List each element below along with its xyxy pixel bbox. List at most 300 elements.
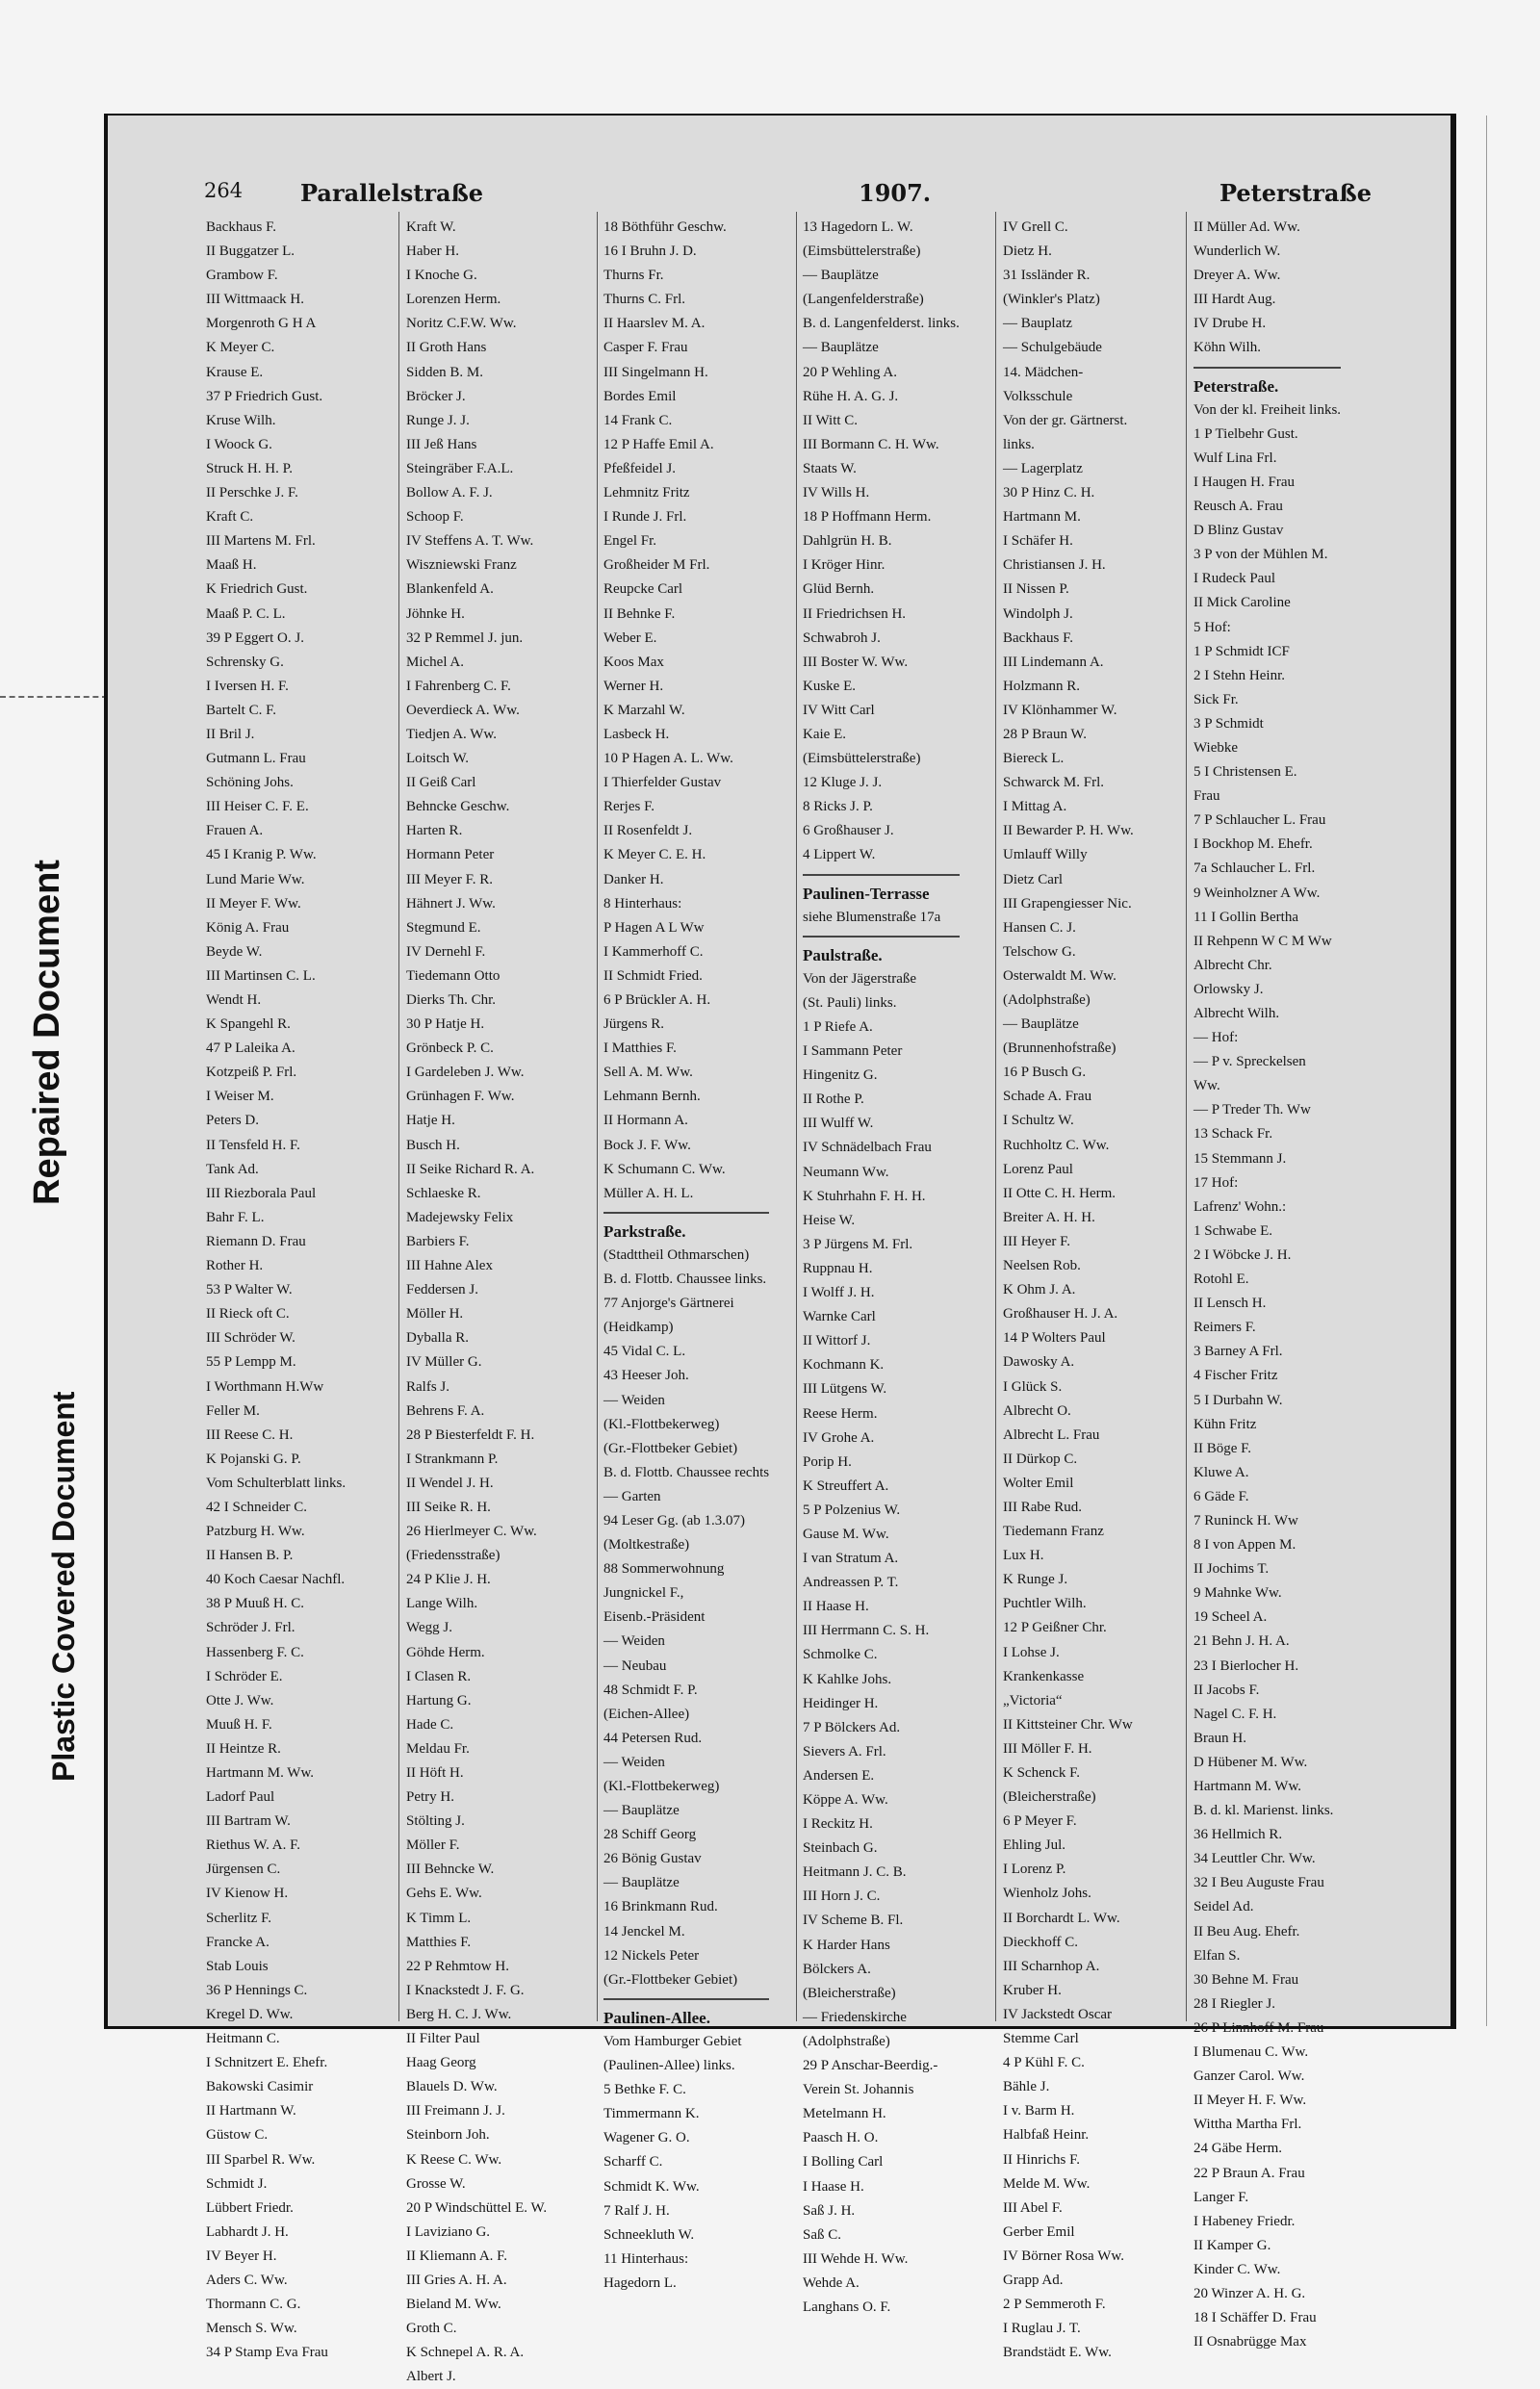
directory-entry: K Schenck F. xyxy=(1003,1765,1081,1781)
section-rule xyxy=(603,1212,769,1214)
directory-entry: Riemann D. Frau xyxy=(206,1233,306,1249)
directory-entry: Schlaeske R. xyxy=(406,1185,481,1201)
directory-entry: Patzburg H. Ww. xyxy=(206,1524,305,1540)
directory-entry: Wunderlich W. xyxy=(1194,244,1281,260)
directory-entry: Maaß H. xyxy=(206,557,257,574)
directory-entry: II Meyer H. F. Ww. xyxy=(1194,2093,1307,2109)
directory-entry: Ganzer Carol. Ww. xyxy=(1194,2068,1305,2085)
directory-entry: Danker H. xyxy=(603,871,664,887)
directory-entry: K Pojanski G. P. xyxy=(206,1451,301,1467)
directory-entry: II Müller Ad. Ww. xyxy=(1194,219,1300,235)
directory-entry: 18 I Schäffer D. Frau xyxy=(1194,2310,1317,2326)
column-divider xyxy=(597,212,598,2021)
directory-entry: 2 I Wöbcke J. H. xyxy=(1194,1246,1292,1263)
directory-entry: Hade C. xyxy=(406,1716,454,1733)
directory-entry: Lasbeck H. xyxy=(603,726,670,742)
directory-entry: Kotzpeiß P. Frl. xyxy=(206,1065,297,1081)
directory-entry: IV Drube H. xyxy=(1194,316,1267,332)
directory-entry: 12 Nickels Peter xyxy=(603,1947,700,1964)
section-rule xyxy=(603,1998,769,2000)
directory-entry: Kraft C. xyxy=(206,509,254,526)
directory-entry: I Blumenau C. Ww. xyxy=(1194,2044,1309,2061)
directory-entry: IV Beyer H. xyxy=(206,2248,277,2264)
directory-entry: Verein St. Johannis xyxy=(803,2082,914,2098)
directory-entry: „Victoria“ xyxy=(1003,1692,1063,1708)
directory-entry: Dietz Carl xyxy=(1003,871,1064,887)
directory-entry: Noritz C.F.W. Ww. xyxy=(406,316,517,332)
directory-entry: 22 P Rehmtow H. xyxy=(406,1958,509,1974)
directory-entry: 18 Böthführ Geschw. xyxy=(603,219,727,235)
directory-entry: Gutmann L. Frau xyxy=(206,751,306,767)
directory-entry: III Herrmann C. S. H. xyxy=(803,1623,930,1639)
directory-entry: Sick Fr. xyxy=(1194,691,1239,707)
directory-entry: Meldau Fr. xyxy=(406,1740,470,1757)
directory-entry: Rerjes F. xyxy=(603,799,654,815)
directory-entry: IV Grohe A. xyxy=(803,1429,875,1446)
directory-entry: Lafrenz' Wohn.: xyxy=(1194,1198,1287,1215)
directory-entry: (Bleicherstraße) xyxy=(1003,1789,1096,1806)
directory-entry: Köhn Wilh. xyxy=(1194,340,1261,356)
directory-entry: 32 P Remmel J. jun. xyxy=(406,629,524,646)
street-heading: Parkstraße. xyxy=(603,1221,686,1241)
directory-entry: (Stadttheil Othmarschen) xyxy=(603,1246,750,1263)
directory-entry: Haag Georg xyxy=(406,2055,476,2071)
directory-entry: Steinborn Joh. xyxy=(406,2127,490,2144)
directory-entry: (Friedensstraße) xyxy=(406,1548,500,1564)
document-page xyxy=(108,116,1450,2385)
directory-entry: Bollow A. F. J. xyxy=(406,485,493,501)
column-1 xyxy=(206,216,346,2365)
directory-entry: Steinbach G. xyxy=(803,1840,878,1857)
directory-entry: Hassenberg F. C. xyxy=(206,1644,304,1660)
directory-entry: II Friedrichsen H. xyxy=(803,605,907,622)
directory-entry: Reusch A. Frau xyxy=(1194,499,1283,515)
column-divider xyxy=(995,212,996,2021)
directory-entry: III Scharnhop A. xyxy=(1003,1958,1100,1974)
directory-entry: 7 P Bölckers Ad. xyxy=(803,1719,901,1735)
column-5 xyxy=(1003,216,1134,2365)
directory-entry: II Osnabrügge Max xyxy=(1194,2334,1307,2350)
directory-entry: III Martens M. Frl. xyxy=(206,533,316,550)
label-plastic-covered: Plastic Covered Document xyxy=(46,1391,81,1782)
directory-entry: Wiszniewski Franz xyxy=(406,557,517,574)
directory-entry: Andersen E. xyxy=(803,1767,875,1784)
directory-entry: I Runde J. Frl. xyxy=(603,509,687,526)
directory-entry: — Neubau xyxy=(603,1657,667,1674)
directory-entry: II Witt C. xyxy=(803,412,859,428)
column-2 xyxy=(406,216,547,2389)
directory-entry: III Seike R. H. xyxy=(406,1499,491,1515)
directory-entry: Dierks Th. Chr. xyxy=(406,992,497,1008)
directory-entry: Krankenkasse xyxy=(1003,1668,1085,1684)
directory-entry: Morgenroth G H A xyxy=(206,316,317,332)
directory-entry: 47 P Laleika A. xyxy=(206,1040,295,1057)
directory-entry: II Wittorf J. xyxy=(803,1333,871,1349)
directory-entry: 26 P Linnhoff M. Frau xyxy=(1194,2019,1324,2036)
directory-entry: 1 P Schmidt ICF xyxy=(1194,643,1290,659)
directory-entry: Von der kl. Freiheit links. xyxy=(1194,401,1342,418)
directory-entry: K Meyer C. xyxy=(206,340,275,356)
directory-entry: Thurns C. Frl. xyxy=(603,292,686,308)
directory-entry: Stegmund E. xyxy=(406,919,481,936)
directory-entry: Vom Schulterblatt links. xyxy=(206,1475,346,1491)
directory-entry: Schröder J. Frl. xyxy=(206,1620,295,1636)
directory-entry: 14 Frank C. xyxy=(603,412,673,428)
directory-entry: Wolter Emil xyxy=(1003,1475,1074,1491)
page-edge xyxy=(1486,116,1487,2026)
directory-entry: (Adolphstraße) xyxy=(1003,992,1091,1008)
directory-entry: III Wulff W. xyxy=(803,1116,874,1132)
directory-entry: Hartmann M. xyxy=(1003,509,1081,526)
directory-entry: (Eimsbüttelerstraße) xyxy=(803,244,921,260)
directory-entry: Runge J. J. xyxy=(406,412,470,428)
directory-entry: Kregel D. Ww. xyxy=(206,2006,294,2022)
directory-entry: 3 P Jürgens M. Frl. xyxy=(803,1236,913,1252)
directory-entry: II Seike Richard R. A. xyxy=(406,1161,535,1177)
directory-entry: Köppe A. Ww. xyxy=(803,1792,888,1808)
directory-entry: (Bleicherstraße) xyxy=(803,1985,896,2001)
directory-entry: Eisenb.-Präsident xyxy=(603,1609,706,1626)
directory-entry: Kuske E. xyxy=(803,678,856,694)
directory-entry: 12 P Geißner Chr. xyxy=(1003,1620,1107,1636)
directory-entry: I Clasen R. xyxy=(406,1668,472,1684)
directory-entry: II Borchardt L. Ww. xyxy=(1003,1910,1120,1926)
directory-entry: Wulf Lina Frl. xyxy=(1194,450,1277,466)
directory-entry: I Strankmann P. xyxy=(406,1451,499,1467)
directory-entry: — P Treder Th. Ww xyxy=(1194,1102,1311,1118)
directory-entry: 18 P Hoffmann Herm. xyxy=(803,509,932,526)
directory-entry: 3 P von der Mühlen M. xyxy=(1194,547,1328,563)
directory-entry: K Ohm J. A. xyxy=(1003,1282,1076,1298)
directory-entry: 13 Schack Fr. xyxy=(1194,1126,1273,1143)
tear-marker xyxy=(0,696,108,698)
directory-entry: Grambow F. xyxy=(206,268,278,284)
directory-entry: — Weiden xyxy=(603,1392,665,1408)
directory-entry: Hatje H. xyxy=(406,1113,455,1129)
directory-entry: Stemme Carl xyxy=(1003,2031,1079,2047)
directory-entry: K Spangehl R. xyxy=(206,1016,291,1033)
directory-entry: Möller F. xyxy=(406,1837,460,1854)
directory-entry: 1 P Tielbehr Gust. xyxy=(1194,425,1298,442)
directory-entry: Behncke Geschw. xyxy=(406,799,510,815)
directory-entry: Lange Wilh. xyxy=(406,1596,478,1612)
directory-entry: Kluwe A. xyxy=(1194,1464,1249,1480)
directory-entry: Windolph J. xyxy=(1003,605,1073,622)
directory-entry: III Gries A. H. A. xyxy=(406,2272,507,2288)
directory-entry: B. d. Flottb. Chaussee links. xyxy=(603,1272,767,1288)
directory-entry: Madejewsky Felix xyxy=(406,1209,514,1225)
directory-entry: — P v. Spreckelsen xyxy=(1194,1054,1306,1070)
street-heading: Paulinen-Allee. xyxy=(603,2008,710,2027)
directory-entry: 15 Stemmann J. xyxy=(1194,1150,1287,1167)
directory-entry: II Buggatzer L. xyxy=(206,244,295,260)
directory-entry: Busch H. xyxy=(406,1137,460,1153)
directory-entry: 6 Großhauser J. xyxy=(803,823,894,839)
directory-entry: 30 P Hinz C. H. xyxy=(1003,485,1095,501)
directory-entry: (Moltkestraße) xyxy=(603,1537,690,1554)
directory-entry: I Kröger Hinr. xyxy=(803,557,886,574)
directory-entry: Lehmann Bernh. xyxy=(603,1089,701,1105)
directory-entry: 8 Hinterhaus: xyxy=(603,895,682,912)
directory-entry: II Dürkop C. xyxy=(1003,1451,1078,1467)
directory-entry: III Jeß Hans xyxy=(406,436,477,452)
directory-entry: 5 P Polzenius W. xyxy=(803,1502,901,1518)
directory-entry: K Timm L. xyxy=(406,1910,472,1926)
directory-entry: 6 P Meyer F. xyxy=(1003,1813,1077,1830)
directory-entry: Brandstädt E. Ww. xyxy=(1003,2345,1112,2361)
directory-entry: Harten R. xyxy=(406,823,463,839)
street-heading: Peterstraße. xyxy=(1194,376,1279,396)
directory-entry: Saß C. xyxy=(803,2226,842,2243)
directory-entry: — Schulgebäude xyxy=(1003,340,1102,356)
directory-entry: — Weiden xyxy=(603,1633,665,1650)
directory-entry: 1 Schwabe E. xyxy=(1194,1222,1273,1239)
directory-entry: II Beu Aug. Ehefr. xyxy=(1194,1923,1300,1939)
directory-entry: I Knoche G. xyxy=(406,268,477,284)
directory-entry: IV Witt Carl xyxy=(803,702,875,718)
directory-entry: K Reese C. Ww. xyxy=(406,2151,502,2168)
directory-entry: 5 I Durbahn W. xyxy=(1194,1392,1283,1408)
directory-entry: 14 Jenckel M. xyxy=(603,1923,685,1939)
directory-entry: III Grapengiesser Nic. xyxy=(1003,895,1132,912)
directory-entry: Scherlitz F. xyxy=(206,1910,271,1926)
directory-entry: Melde M. Ww. xyxy=(1003,2175,1091,2192)
directory-entry: III Hahne Alex xyxy=(406,1258,493,1274)
directory-entry: I Glück S. xyxy=(1003,1378,1063,1395)
directory-entry: 30 Behne M. Frau xyxy=(1194,1971,1299,1988)
directory-entry: IV Börner Rosa Ww. xyxy=(1003,2248,1124,2264)
directory-entry: (St. Pauli) links. xyxy=(803,994,897,1011)
directory-entry: Wienholz Johs. xyxy=(1003,1886,1091,1902)
directory-entry: III Hardt Aug. xyxy=(1194,292,1276,308)
directory-entry: III Bartram W. xyxy=(206,1813,291,1830)
directory-entry: links. xyxy=(1003,436,1035,452)
directory-entry: 6 Gäde F. xyxy=(1194,1488,1249,1504)
directory-entry: 11 I Gollin Bertha xyxy=(1194,909,1299,925)
directory-entry: Mensch S. Ww. xyxy=(206,2321,297,2337)
directory-entry: Koos Max xyxy=(603,654,664,670)
directory-entry: II Filter Paul xyxy=(406,2031,480,2047)
directory-entry: Schneekluth W. xyxy=(603,2226,695,2243)
directory-entry: I Schnitzert E. Ehefr. xyxy=(206,2055,328,2071)
directory-entry: Grosse W. xyxy=(406,2175,466,2192)
header-left-title: Parallelstraße xyxy=(300,179,484,207)
directory-entry: Otte J. Ww. xyxy=(206,1692,274,1708)
page-header xyxy=(204,179,1484,208)
directory-entry: Breiter A. H. H. xyxy=(1003,1209,1095,1225)
directory-entry: (Eimsbüttelerstraße) xyxy=(803,751,921,767)
directory-entry: Grönbeck P. C. xyxy=(406,1040,494,1057)
directory-entry: I Wolff J. H. xyxy=(803,1285,875,1301)
directory-entry: 2 I Stehn Heinr. xyxy=(1194,667,1285,683)
directory-entry: Vom Hamburger Gebiet xyxy=(603,2033,742,2049)
directory-entry: (Heidkamp) xyxy=(603,1320,674,1336)
directory-entry: K Meyer C. E. H. xyxy=(603,847,706,863)
directory-entry: Albrecht L. Frau xyxy=(1003,1426,1100,1443)
directory-entry: 28 I Riegler J. xyxy=(1194,1995,1275,2012)
directory-entry: Telschow G. xyxy=(1003,943,1076,960)
directory-entry: III Riezborala Paul xyxy=(206,1185,317,1201)
directory-entry: Oeverdieck A. Ww. xyxy=(406,702,520,718)
directory-entry: (Gr.-Flottbeker Gebiet) xyxy=(603,1971,738,1988)
directory-entry: 19 Scheel A. xyxy=(1194,1609,1268,1626)
directory-entry: Schmolke C. xyxy=(803,1647,878,1663)
directory-entry: IV Schnädelbach Frau xyxy=(803,1140,932,1156)
directory-entry: Rühe H. A. G. J. xyxy=(803,388,899,404)
directory-entry: Wagener G. O. xyxy=(603,2130,690,2146)
directory-entry: Wiebke xyxy=(1194,739,1239,756)
directory-entry: IV Jackstedt Oscar xyxy=(1003,2006,1113,2022)
section-rule xyxy=(803,874,960,876)
directory-entry: 34 Leuttler Chr. Ww. xyxy=(1194,1851,1316,1867)
directory-entry: 20 P Wehling A. xyxy=(803,364,897,380)
directory-entry: IV Wills H. xyxy=(803,485,870,501)
directory-entry: I Haugen H. Frau xyxy=(1194,474,1295,490)
section-rule xyxy=(803,936,960,938)
directory-entry: 7 P Schlaucher L. Frau xyxy=(1194,812,1326,829)
directory-entry: Schmidt K. Ww. xyxy=(603,2178,700,2195)
directory-entry: — Bauplätze xyxy=(803,268,879,284)
column-6 xyxy=(1194,216,1341,2354)
directory-entry: (Winkler's Platz) xyxy=(1003,292,1100,308)
directory-entry: I Sammann Peter xyxy=(803,1043,903,1060)
directory-entry: 9 Weinholzner A Ww. xyxy=(1194,885,1321,901)
directory-entry: Berg H. C. J. Ww. xyxy=(406,2006,512,2022)
directory-entry: IV Steffens A. T. Ww. xyxy=(406,533,534,550)
directory-entry: II Meyer F. Ww. xyxy=(206,895,301,912)
directory-entry: K Streuffert A. xyxy=(803,1477,889,1494)
directory-entry: Lübbert Friedr. xyxy=(206,2199,294,2216)
directory-entry: Lorenz Paul xyxy=(1003,1161,1073,1177)
directory-entry: Güstow C. xyxy=(206,2127,269,2144)
directory-entry: Feddersen J. xyxy=(406,1282,478,1298)
directory-entry: II Mick Caroline xyxy=(1194,595,1291,611)
directory-entry: II Höft H. xyxy=(406,1765,464,1781)
directory-entry: I Lohse J. xyxy=(1003,1644,1060,1660)
directory-entry: Frauen A. xyxy=(206,823,264,839)
directory-entry: 36 Hellmich R. xyxy=(1194,1827,1283,1843)
directory-entry: III Reese C. H. xyxy=(206,1426,294,1443)
directory-entry: Kruber H. xyxy=(1003,1982,1062,1998)
directory-entry: Von der Jägerstraße xyxy=(803,970,917,987)
directory-entry: 28 P Biesterfeldt F. H. xyxy=(406,1426,535,1443)
directory-entry: I Bolling Carl xyxy=(803,2154,884,2171)
directory-entry: Göhde Herm. xyxy=(406,1644,485,1660)
directory-entry: (Gr.-Flottbeker Gebiet) xyxy=(603,1440,738,1456)
directory-entry: Saß J. H. xyxy=(803,2202,856,2219)
directory-entry: 53 P Walter W. xyxy=(206,1282,293,1298)
directory-entry: I Kammerhoff C. xyxy=(603,943,704,960)
directory-entry: Stölting J. xyxy=(406,1813,465,1830)
directory-entry: II Kamper G. xyxy=(1194,2237,1271,2253)
directory-entry: Ladorf Paul xyxy=(206,1789,275,1806)
directory-entry: II Tensfeld H. F. xyxy=(206,1137,300,1153)
directory-entry: Loitsch W. xyxy=(406,751,470,767)
directory-entry: 77 Anjorge's Gärtnerei xyxy=(603,1296,734,1312)
directory-entry: Hagedorn L. xyxy=(603,2274,677,2291)
directory-entry: 13 Hagedorn L. W. xyxy=(803,219,913,235)
directory-entry: II Groth Hans xyxy=(406,340,487,356)
directory-entry: I Knackstedt J. F. G. xyxy=(406,1982,525,1998)
directory-entry: Biereck L. xyxy=(1003,751,1065,767)
directory-entry: I Lorenz P. xyxy=(1003,1862,1066,1878)
directory-entry: B. d. kl. Marienst. links. xyxy=(1194,1803,1334,1819)
directory-entry: Heitmann C. xyxy=(206,2031,280,2047)
directory-entry: 12 Kluge J. J. xyxy=(803,775,883,791)
directory-entry: II Jacobs F. xyxy=(1194,1682,1260,1698)
directory-entry: 7 Ralf J. H. xyxy=(603,2202,670,2219)
column-divider xyxy=(1186,212,1187,2021)
directory-entry: — Lagerplatz xyxy=(1003,460,1083,476)
directory-entry: Lux H. xyxy=(1003,1548,1044,1564)
directory-entry: 21 Behn J. H. A. xyxy=(1194,1633,1290,1650)
directory-entry: Hartmann M. Ww. xyxy=(206,1765,315,1781)
directory-entry: D Blinz Gustav xyxy=(1194,523,1284,539)
directory-entry: I Rudeck Paul xyxy=(1194,571,1275,587)
directory-entry: Lorenzen Herm. xyxy=(406,292,501,308)
directory-entry: II Hansen B. P. xyxy=(206,1548,294,1564)
directory-entry: I van Stratum A. xyxy=(803,1551,899,1567)
directory-entry: Nagel C. F. H. xyxy=(1194,1706,1277,1722)
directory-entry: Engel Fr. xyxy=(603,533,656,550)
directory-entry: Reimers F. xyxy=(1194,1320,1256,1336)
directory-entry: 4 Lippert W. xyxy=(803,847,876,863)
directory-entry: III Abel F. xyxy=(1003,2199,1063,2216)
directory-entry: 10 P Hagen A. L. Ww. xyxy=(603,751,733,767)
directory-entry: III Freimann J. J. xyxy=(406,2103,505,2119)
directory-entry: Schoop F. xyxy=(406,509,464,526)
directory-entry: I Ruglau J. T. xyxy=(1003,2321,1081,2337)
directory-entry: I Reckitz H. xyxy=(803,1816,873,1833)
directory-entry: P Hagen A L Ww xyxy=(603,919,705,936)
directory-entry: III Behncke W. xyxy=(406,1862,495,1878)
directory-entry: I Schäfer H. xyxy=(1003,533,1073,550)
directory-entry: Bieland M. Ww. xyxy=(406,2297,501,2313)
directory-entry: I Thierfelder Gustav xyxy=(603,775,722,791)
directory-entry: II Haarslev M. A. xyxy=(603,316,706,332)
directory-entry: (Eichen-Allee) xyxy=(603,1706,690,1722)
directory-entry: 28 Schiff Georg xyxy=(603,1827,697,1843)
directory-entry: III Lindemann A. xyxy=(1003,654,1104,670)
directory-entry: Neelsen Rob. xyxy=(1003,1258,1081,1274)
directory-entry: I Schultz W. xyxy=(1003,1113,1074,1129)
directory-entry: 22 P Braun A. Frau xyxy=(1194,2165,1305,2181)
directory-entry: Hansen C. J. xyxy=(1003,919,1076,936)
directory-entry: 94 Leser Gg. (ab 1.3.07) xyxy=(603,1512,746,1528)
directory-entry: — Bauplatz xyxy=(1003,316,1073,332)
directory-entry: (Adolphstraße) xyxy=(803,2033,890,2049)
directory-entry: Stab Louis xyxy=(206,1958,269,1974)
directory-entry: Bartelt C. F. xyxy=(206,702,276,718)
directory-entry: III Martinsen C. L. xyxy=(206,967,316,984)
directory-entry: Langhans O. F. xyxy=(803,2299,891,2315)
directory-entry: I Laviziano G. xyxy=(406,2223,491,2240)
directory-entry: Elfan S. xyxy=(1194,1947,1241,1964)
directory-entry: Scharff C. xyxy=(603,2154,663,2171)
directory-entry: III Heyer F. xyxy=(1003,1233,1071,1249)
directory-entry: II Hinrichs F. xyxy=(1003,2151,1081,2168)
directory-entry: II Nissen P. xyxy=(1003,581,1069,598)
directory-entry: 23 I Bierlocher H. xyxy=(1194,1657,1299,1674)
directory-entry: 42 I Schneider C. xyxy=(206,1499,307,1515)
directory-entry: III Möller F. H. xyxy=(1003,1740,1092,1757)
directory-entry: Kaie E. xyxy=(803,726,846,742)
directory-entry: 4 Fischer Fritz xyxy=(1194,1368,1278,1384)
directory-entry: II Haase H. xyxy=(803,1599,869,1615)
directory-entry: Sievers A. Frl. xyxy=(803,1743,886,1760)
directory-entry: III Horn J. C. xyxy=(803,1888,881,1905)
directory-entry: 11 Hinterhaus: xyxy=(603,2250,689,2267)
